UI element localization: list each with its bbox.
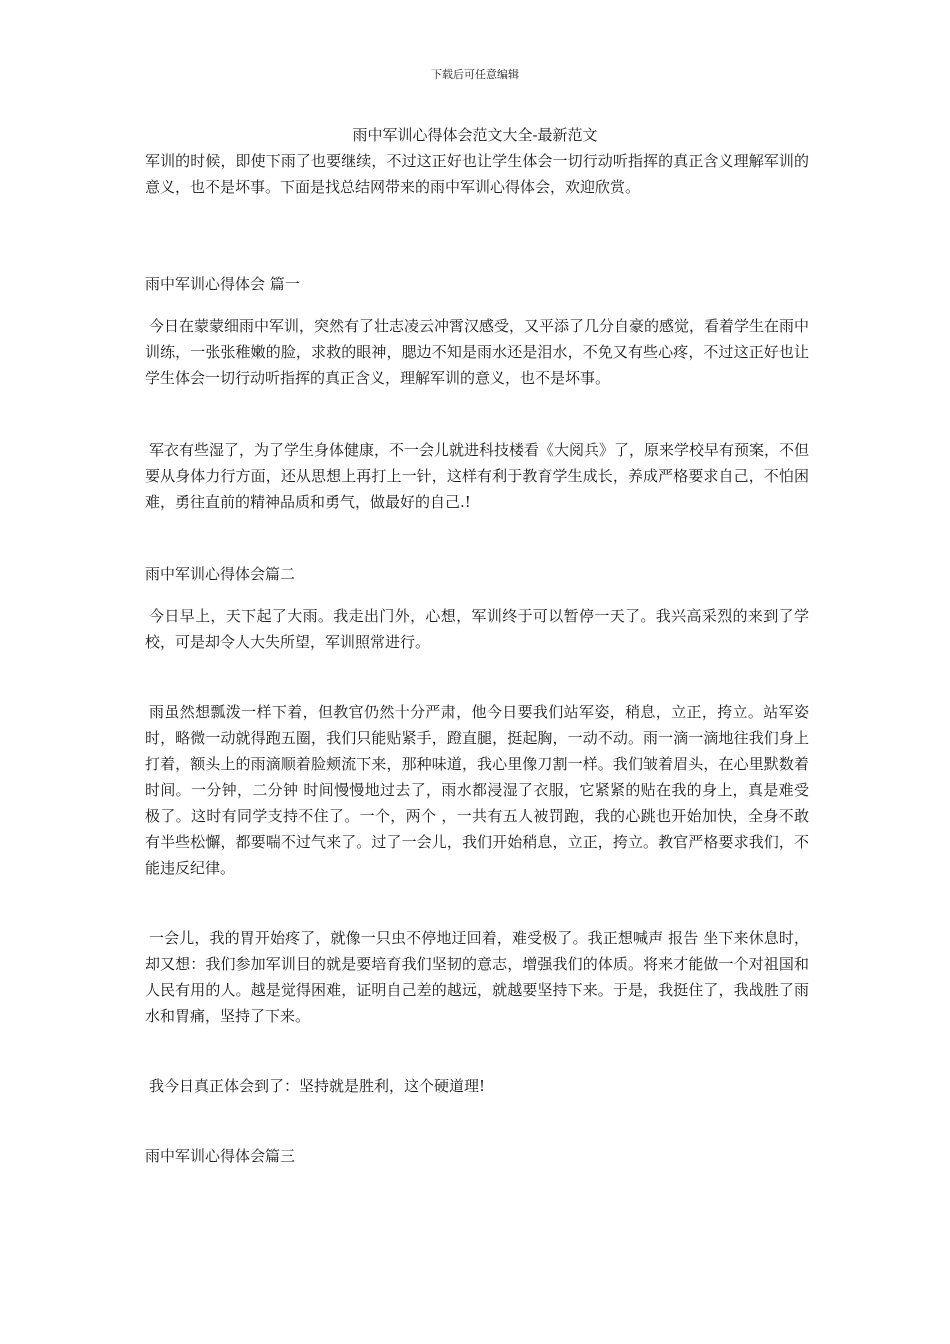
section-heading-3: 雨中军训心得体会篇三 (145, 1147, 296, 1165)
section-heading-2: 雨中军训心得体会篇二 (145, 565, 296, 583)
paragraph: 我今日真正体会到了：坚持就是胜利，这个硬道理! (149, 1077, 486, 1095)
paragraph: 军衣有些湿了，为了学生身体健康，不一会儿就进科技楼看《大阅兵》了，原来学校早有预案，不但要从身体力行方面，还从思想上再打上一针，这样有利于教育学生成长，养成严格要求自己，不怕困难，勇往直前的精神品质和勇气，做最好的自己.! (145, 441, 810, 511)
intro-paragraph: 军训的时候，即使下雨了也要继续，不过这正好也让学生体会一切行动听指挥的真正含义理解军训的意义，也不是坏事。下面是找总结网带来的雨中军训心得体会，欢迎欣赏。 (145, 152, 809, 196)
paragraph: 一会儿，我的胃开始疼了，就像一只虫不停地迂回着，难受极了。我正想喊声 报告 坐下来休息时，却又想：我们参加军训目的就是要培育我们坚韧的意志，增强我们的体质。将来才能做一个对祖国和人民有用的人。越是觉得困难，证明自己差的越远，就越要坚持下来。于是，我挺住了，我战胜了雨水和胃痛，坚持了下来。 (145, 929, 809, 1025)
header-note: 下载后可任意编辑 (431, 68, 519, 81)
section-heading-1: 雨中军训心得体会 篇一 (145, 275, 300, 293)
document-title: 雨中军训心得体会范文大全-最新范文 (352, 126, 598, 144)
document-body (145, 148, 809, 1169)
paragraph: 今日早上，天下起了大雨。我走出门外，心想，军训终于可以暂停一天了。我兴高采烈的来到了学校，可是却令人大失所望，军训照常进行。 (145, 607, 809, 651)
paragraph: 雨虽然想瓢泼一样下着，但教官仍然十分严肃，他今日要我们站军姿，稍息，立正，挎立。站军姿时，略微一动就得跑五圈，我们只能贴紧手，蹬直腿，挺起胸，一动不动。雨一滴一滴地往我们身上打着，额头上的雨滴顺着脸颊流下来，那种味道，我心里像刀割一样。我们皱着眉头，在心里默数着时间。一分钟，二分钟 时间慢慢地过去了，雨水都浸湿了衣服，它紧紧的贴在我的身上，真是难受极了。这时有同学支持不住了。一个，两个 ，一共有五人被罚跑，我的心跳也开始加快，全身不敢有半些松懈，都要喘不过气来了。过了一会儿，我们开始稍息，立正，挎立。教官严格要求我们，不能违反纪律。 (145, 703, 809, 877)
paragraph: 今日在蒙蒙细雨中军训，突然有了壮志凌云冲霄汉感受，又平添了几分自豪的感觉，看着学生在雨中训练，一张张稚嫩的脸，求救的眼神，腮边不知是雨水还是泪水，不免又有些心疼，不过这正好也让学生体会一切行动听指挥的真正含义，理解军训的意义，也不是坏事。 (145, 317, 810, 387)
